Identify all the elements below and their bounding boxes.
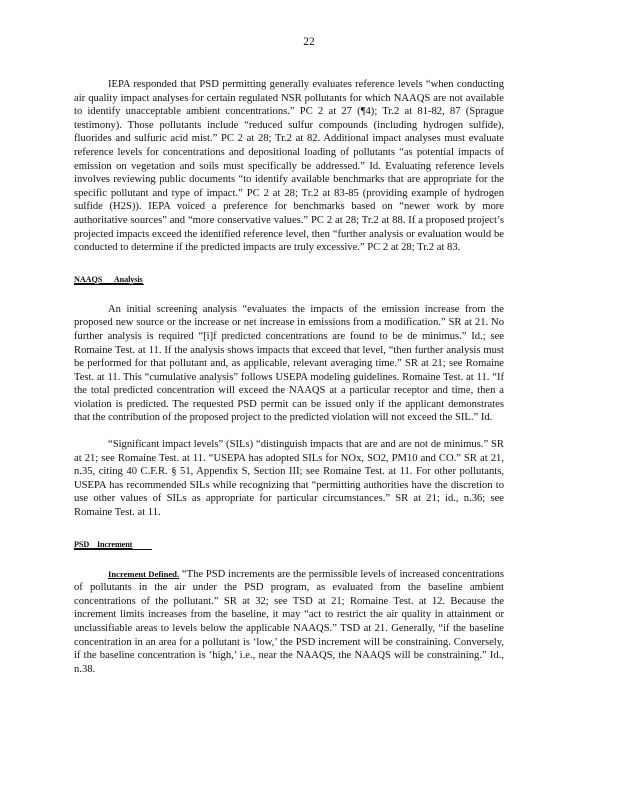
heading-naaqs-word: NAAQS — [74, 274, 103, 284]
document-body — [74, 78, 504, 676]
page-number: 22 — [303, 36, 315, 48]
heading-increment-word: Increment — [96, 539, 133, 549]
heading-analysis-word: Analysis — [113, 274, 143, 284]
section-heading-naaqs-analysis — [74, 275, 504, 285]
paragraph-initial-screening: An initial screening analysis “evaluates the impacts of the emission increase from the proposed new source or the increase or net increase in emissions from a modification.” SR at 21. No further analysis is required “[i]f predicted concentrations are found to be de minimus.” Id.; see Romaine Test. at 11. If the analysis shows impacts that exceed that level, “then further analysis must be performed for that pollutant and, as applicable, relevant averaging time.” SR at 21; see Romaine Test. at 11. This “cumulative analysis” follows USEPA modeling guidelines. Romaine Test. at 11. “If the total predicted concentration will exceed the NAAQS at a particular receptor and time, then a violation is predicted. The requested PSD permit can be issued only if the applicant demonstrates that the contribution of the proposed project to the predicted violation will not exceed the SIL.” Id. — [74, 303, 504, 424]
paragraph-iepa-response: IEPA responded that PSD permitting generally evaluates reference levels “when conducting air quality impact analyses for certain regulated NSR pollutants for which NAAQS are not available to identify unacceptable ambient concentrations.” PC 2 at 27 (¶4); Tr.2 at 81-82, 87 (Sprague testimony). Those pollutants include “reduced sulfur compounds (including hydrogen sulfide), fluorides and sulfuric acid mist.” PC 2 at 28; Tr.2 at 82. Additional impact analyses must evaluate reference levels for concentrations and depositional loading of pollutants “as potential impacts of emission on vegetation and soils must specifically be addressed.” Id. Evaluating reference levels involves reviewing public documents “to identify available benchmarks that are appropriate for the specific pollutant and type of impact.” PC 2 at 28; Tr.2 at 83-85 (providing example of hydrogen sulfide (H2S)). IEPA voiced a preference for benchmarks based on “newer work by more authoritative sources” and “more conservative values.” PC 2 at 28; Tr.2 at 88. If a proposed project’s projected impacts exceed the identified reference level, then “further analysis or evaluation would be conducted to determine if the predicted impacts are truly excessive.” PC 2 at 28; Tr.2 at 83. — [74, 79, 504, 254]
paragraph-significant-impact-levels: “Significant impact levels” (SILs) “distinguish impacts that are and are not de minimus.” SR at 21; see Romaine Test. at 11. “USEPA has adopted SILs for NOx, SO2, PM10 and CO.” SR at 21, n.35, citing 40 C.F.R. § 51, Appendix S, Section III; see Romaine Test. at 11. For other pollutants, USEPA has recommended SILs while recognizing that “permitting authorities have the discretion to use other values of SILs as appropriate for particular circumstances.” SR at 21; id., n.36; see Romaine Test. at 11. — [74, 439, 504, 519]
paragraph-increment-defined — [74, 568, 504, 677]
heading-psd-word: PSD — [74, 539, 90, 549]
increment-defined-lead: Increment Defined. — [108, 568, 180, 579]
increment-defined-text: “The PSD increments are the permissible levels of increased concentrations of pollutants in the air under the PSD program, as evaluated from the baseline ambient concentrations of the pollutant.” SR at 32; see TSD at 21; Romaine Test. at 12. Because the increment limits increases from the baseline, it may “act to restrict the air quality in attainment or unclassifiable areas to levels below the applicable NAAQS.” TSD at 21. Generally, “if the baseline concentration in an area for a pollutant is ‘low,’ the PSD increment will be constraining. Conversely, if the baseline concentration is ‘high,’ i.e., near the NAAQS, the NAAQS will be constraining.” Id., n.38. — [74, 568, 505, 675]
section-heading-psd-increment — [74, 540, 504, 550]
